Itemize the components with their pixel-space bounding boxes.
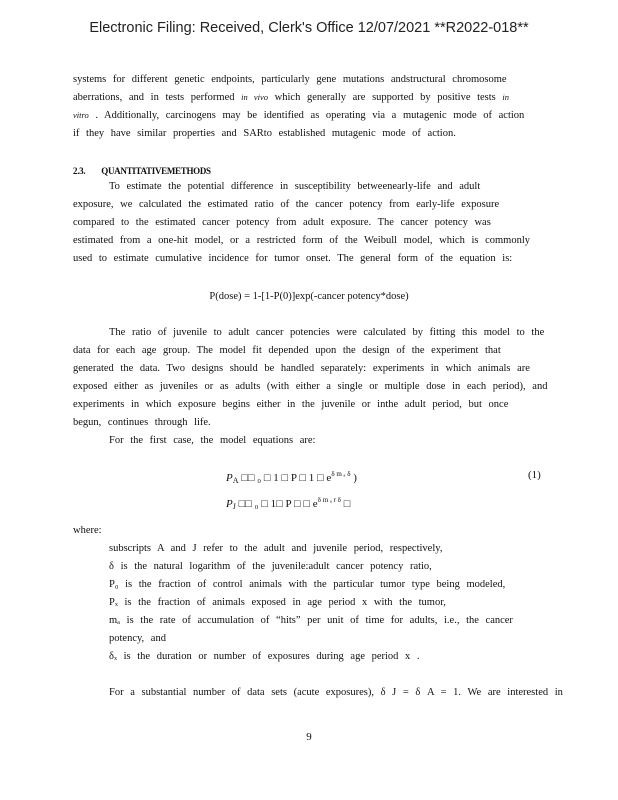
eq-body: □□ ₀ □ 1 □ P □ 1 □ e [238,472,332,484]
paragraph-2-line-4: estimated from a one-hit model, or a restricted form of the Weibull model, which is commonly [73,235,530,246]
eq-body: □□ ₀ □ 1□ P □ □ e [235,498,318,510]
eq-end: ) [350,472,357,484]
italic-term: in vivo [241,92,269,102]
eq-end: □ [340,498,351,510]
definition-subscripts: subscripts A and J refer to the adult and juvenile period, respectively, [109,543,443,554]
paragraph-3-line-3: generated the data. Two designs should be handled separately: experiments in which animals are [73,363,530,374]
text: aberrations, and in tests performed [73,92,235,103]
paragraph-1-line-3 [73,107,524,125]
definition-p0: P₀ is the fraction of control animals with the particular tumor type being modeled, [109,579,506,590]
paragraph-1-line-4: if they have similar properties and SARto established mutagenic mode of action. [73,128,456,139]
equation-number: (1) [528,469,541,481]
definition-ma: mₐ is the rate of accumulation of “hits” per unit of time for adults, i.e., the cancer [109,615,513,626]
definition-deltax: δₓ is the duration or number of exposures during age period x . [109,651,420,662]
definition-ma-cont: potency, and [109,633,166,644]
where-label: where: [73,525,102,536]
paragraph-3-line-6: begun, continues through life. [73,417,211,428]
weibull-equation: P(dose) = 1-[1-P(0)]exp(-cancer potency*dose) [209,291,409,302]
paragraph-3-line-4: exposed either as juveniles or as adults (with either a single or multiple dose in each period), and [73,381,548,392]
paragraph-3-line-7: For the first case, the model equations are: [109,435,316,446]
text: . Additionally, carcinogens may be identified as operating via a mutagenic mode of action [95,110,525,121]
paragraph-3-line-5: experiments in which exposure begins either in the juvenile or inthe adult period, but once [73,399,509,410]
paragraph-2-line-5: used to estimate cumulative incidence for tumor onset. The general form of the equation is: [73,253,513,264]
definition-px: Pₓ is the fraction of animals exposed in age period x with the tumor, [109,597,446,608]
paragraph-2-line-2: exposure, we calculated the estimated ratio of the cancer potency from early-life exposure [73,199,500,210]
paragraph-1-line-2 [73,89,509,107]
paragraph-2-line-1: To estimate the potential difference in susceptibility betweenearly-life and adult [109,181,481,192]
eq-subscript: J [232,502,236,511]
section-number: 2.3. [73,166,86,176]
eq-subscript: A [232,476,239,485]
eq-superscript: δ m ₐ δ [331,470,351,478]
section-title: QUANTITATIVEMETHODS [101,166,211,176]
paragraph-2-line-3: compared to the estimated cancer potency from adult exposure. The cancer potency was [73,217,491,228]
equation-1-adult [226,470,357,485]
filing-header: Electronic Filing: Received, Clerk's Office 12/07/2021 **R2022-018** [89,20,529,36]
italic-term: in [502,92,510,102]
italic-term: vitro [73,110,89,120]
paragraph-3-line-2: data for each age group. The model fit depended upon the design of the experiment that [73,345,501,356]
page-number: 9 [306,731,312,743]
eq-symbol: P [226,472,233,484]
equation-1-juvenile [226,496,350,511]
text: which generally are supported by positive tests [274,92,496,103]
eq-superscript: δ m ₐ r δ [317,496,341,504]
paragraph-1-line-1: systems for different genetic endpoints, particularly gene mutations andstructural chromosome [73,74,507,85]
definition-delta: δ is the natural logarithm of the juvenile:adult cancer potency ratio, [109,561,432,572]
paragraph-4-line-1: For a substantial number of data sets (acute exposures), δ J = δ A = 1. We are interested in [109,687,563,698]
eq-symbol: P [226,498,233,510]
paragraph-3-line-1: The ratio of juvenile to adult cancer potencies were calculated by fitting this model to the [109,327,545,338]
